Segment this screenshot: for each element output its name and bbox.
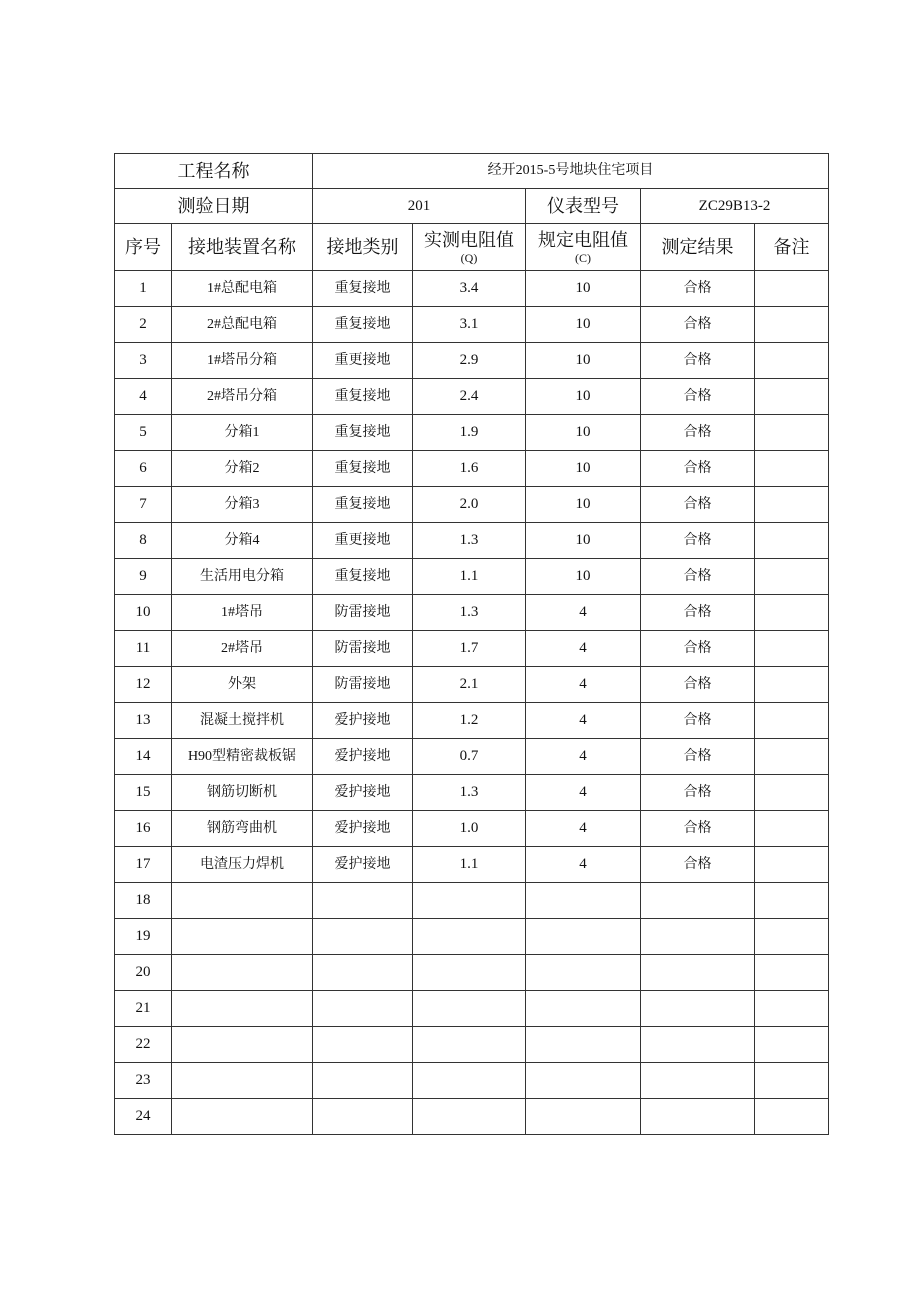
- cell-seq: 11: [115, 631, 172, 667]
- cell-result: 合格: [641, 847, 755, 883]
- cell-measured-resistance: [413, 919, 526, 955]
- cell-ground-type: 爱护接地: [313, 739, 413, 775]
- cell-remark: [755, 703, 829, 739]
- cell-remark: [755, 415, 829, 451]
- cell-device: 分箱3: [172, 487, 313, 523]
- table-row: [115, 523, 829, 559]
- cell-measured-resistance: [413, 883, 526, 919]
- project-row: [115, 154, 829, 189]
- cell-specified-resistance: 10: [526, 307, 641, 343]
- column-header-row: [115, 224, 829, 271]
- cell-ground-type: 防雷接地: [313, 595, 413, 631]
- header-specified: [526, 224, 641, 271]
- table-row: [115, 667, 829, 703]
- cell-remark: [755, 667, 829, 703]
- cell-specified-resistance: 10: [526, 415, 641, 451]
- table-row: [115, 739, 829, 775]
- cell-ground-type: 防雷接地: [313, 631, 413, 667]
- cell-specified-resistance: 10: [526, 487, 641, 523]
- cell-remark: [755, 739, 829, 775]
- header-seq: 序号: [115, 224, 172, 271]
- cell-result: [641, 1099, 755, 1135]
- grounding-resistance-table: [114, 153, 829, 1135]
- cell-result: [641, 955, 755, 991]
- cell-ground-type: [313, 1099, 413, 1135]
- table-row: [115, 775, 829, 811]
- cell-seq: 3: [115, 343, 172, 379]
- cell-seq: 2: [115, 307, 172, 343]
- header-measured: [413, 224, 526, 271]
- cell-seq: 15: [115, 775, 172, 811]
- cell-measured-resistance: [413, 1099, 526, 1135]
- cell-seq: 19: [115, 919, 172, 955]
- cell-device: [172, 883, 313, 919]
- table-row: [115, 811, 829, 847]
- cell-specified-resistance: 4: [526, 631, 641, 667]
- cell-specified-resistance: 4: [526, 775, 641, 811]
- cell-device: 生活用电分箱: [172, 559, 313, 595]
- table-row: [115, 703, 829, 739]
- cell-specified-resistance: 4: [526, 739, 641, 775]
- cell-result: 合格: [641, 775, 755, 811]
- cell-measured-resistance: 1.3: [413, 595, 526, 631]
- cell-device: 分箱2: [172, 451, 313, 487]
- cell-remark: [755, 883, 829, 919]
- cell-seq: 6: [115, 451, 172, 487]
- cell-measured-resistance: 1.3: [413, 523, 526, 559]
- cell-device: 分箱1: [172, 415, 313, 451]
- cell-ground-type: 爱护接地: [313, 775, 413, 811]
- table-row: [115, 1063, 829, 1099]
- cell-specified-resistance: 10: [526, 559, 641, 595]
- cell-ground-type: 爱护接地: [313, 811, 413, 847]
- cell-result: 合格: [641, 379, 755, 415]
- cell-ground-type: 重复接地: [313, 379, 413, 415]
- cell-specified-resistance: [526, 919, 641, 955]
- cell-measured-resistance: [413, 1063, 526, 1099]
- cell-remark: [755, 451, 829, 487]
- cell-remark: [755, 559, 829, 595]
- cell-remark: [755, 955, 829, 991]
- cell-measured-resistance: [413, 991, 526, 1027]
- cell-device: 2#总配电箱: [172, 307, 313, 343]
- table-row: [115, 1027, 829, 1063]
- test-date-label: 测验日期: [115, 189, 313, 224]
- cell-seq: 13: [115, 703, 172, 739]
- cell-seq: 24: [115, 1099, 172, 1135]
- cell-seq: 5: [115, 415, 172, 451]
- table-row: [115, 883, 829, 919]
- cell-measured-resistance: 2.0: [413, 487, 526, 523]
- cell-specified-resistance: [526, 883, 641, 919]
- cell-remark: [755, 271, 829, 307]
- cell-seq: 10: [115, 595, 172, 631]
- cell-measured-resistance: [413, 1027, 526, 1063]
- cell-result: [641, 883, 755, 919]
- cell-result: 合格: [641, 523, 755, 559]
- cell-measured-resistance: 1.1: [413, 847, 526, 883]
- cell-device: 钢筋弯曲机: [172, 811, 313, 847]
- table-row: [115, 271, 829, 307]
- cell-remark: [755, 991, 829, 1027]
- cell-specified-resistance: 4: [526, 703, 641, 739]
- cell-result: 合格: [641, 811, 755, 847]
- cell-ground-type: 爱护接地: [313, 703, 413, 739]
- cell-ground-type: 重更接地: [313, 523, 413, 559]
- cell-remark: [755, 847, 829, 883]
- cell-ground-type: 重复接地: [313, 451, 413, 487]
- table-row: [115, 595, 829, 631]
- cell-ground-type: [313, 955, 413, 991]
- cell-device: 1#总配电箱: [172, 271, 313, 307]
- cell-result: 合格: [641, 703, 755, 739]
- cell-device: 1#塔吊: [172, 595, 313, 631]
- cell-remark: [755, 1099, 829, 1135]
- cell-device: 电渣压力焊机: [172, 847, 313, 883]
- cell-specified-resistance: 4: [526, 667, 641, 703]
- cell-device: 2#塔吊: [172, 631, 313, 667]
- cell-measured-resistance: 1.9: [413, 415, 526, 451]
- cell-remark: [755, 775, 829, 811]
- cell-seq: 9: [115, 559, 172, 595]
- cell-seq: 7: [115, 487, 172, 523]
- cell-ground-type: 重复接地: [313, 415, 413, 451]
- cell-result: 合格: [641, 415, 755, 451]
- cell-ground-type: [313, 991, 413, 1027]
- table-row: [115, 451, 829, 487]
- project-name-value: 经开2015-5号地块住宅项目: [313, 154, 829, 189]
- cell-ground-type: [313, 919, 413, 955]
- cell-remark: [755, 631, 829, 667]
- cell-measured-resistance: 2.4: [413, 379, 526, 415]
- cell-device: [172, 955, 313, 991]
- cell-remark: [755, 307, 829, 343]
- cell-seq: 8: [115, 523, 172, 559]
- cell-device: 2#塔吊分箱: [172, 379, 313, 415]
- cell-specified-resistance: 4: [526, 595, 641, 631]
- cell-ground-type: 爱护接地: [313, 847, 413, 883]
- cell-ground-type: 重复接地: [313, 271, 413, 307]
- cell-device: [172, 991, 313, 1027]
- cell-measured-resistance: 2.1: [413, 667, 526, 703]
- table-row: [115, 847, 829, 883]
- cell-result: [641, 1063, 755, 1099]
- cell-result: 合格: [641, 307, 755, 343]
- cell-seq: 18: [115, 883, 172, 919]
- table-row: [115, 919, 829, 955]
- cell-remark: [755, 343, 829, 379]
- cell-ground-type: 防雷接地: [313, 667, 413, 703]
- cell-specified-resistance: [526, 1099, 641, 1135]
- cell-seq: 21: [115, 991, 172, 1027]
- instrument-model-value: ZC29B13-2: [641, 189, 829, 224]
- cell-device: [172, 919, 313, 955]
- cell-measured-resistance: 1.7: [413, 631, 526, 667]
- cell-specified-resistance: 10: [526, 379, 641, 415]
- header-device: 接地装置名称: [172, 224, 313, 271]
- cell-result: [641, 991, 755, 1027]
- cell-measured-resistance: [413, 955, 526, 991]
- cell-specified-resistance: 10: [526, 343, 641, 379]
- cell-specified-resistance: [526, 1063, 641, 1099]
- table-row: [115, 631, 829, 667]
- cell-specified-resistance: [526, 991, 641, 1027]
- cell-measured-resistance: 1.6: [413, 451, 526, 487]
- cell-measured-resistance: 1.0: [413, 811, 526, 847]
- cell-remark: [755, 595, 829, 631]
- header-remark: 备注: [755, 224, 829, 271]
- table-row: [115, 1099, 829, 1135]
- cell-result: 合格: [641, 739, 755, 775]
- table-row: [115, 415, 829, 451]
- cell-seq: 23: [115, 1063, 172, 1099]
- table-row: [115, 379, 829, 415]
- cell-device: [172, 1027, 313, 1063]
- header-measured-unit: (Q): [460, 250, 478, 265]
- cell-result: 合格: [641, 487, 755, 523]
- cell-ground-type: 重复接地: [313, 559, 413, 595]
- cell-measured-resistance: 3.1: [413, 307, 526, 343]
- cell-device: [172, 1063, 313, 1099]
- cell-ground-type: [313, 1063, 413, 1099]
- cell-seq: 12: [115, 667, 172, 703]
- cell-remark: [755, 487, 829, 523]
- cell-result: 合格: [641, 343, 755, 379]
- cell-specified-resistance: 4: [526, 847, 641, 883]
- cell-ground-type: 重复接地: [313, 487, 413, 523]
- cell-specified-resistance: 10: [526, 271, 641, 307]
- cell-specified-resistance: [526, 955, 641, 991]
- table-row: [115, 487, 829, 523]
- cell-remark: [755, 919, 829, 955]
- table-row: [115, 343, 829, 379]
- cell-measured-resistance: 1.1: [413, 559, 526, 595]
- cell-device: 混凝土搅拌机: [172, 703, 313, 739]
- cell-measured-resistance: 1.3: [413, 775, 526, 811]
- cell-seq: 1: [115, 271, 172, 307]
- test-date-value: 201: [313, 189, 526, 224]
- cell-measured-resistance: 2.9: [413, 343, 526, 379]
- cell-ground-type: 重复接地: [313, 307, 413, 343]
- cell-measured-resistance: 3.4: [413, 271, 526, 307]
- project-label: 工程名称: [115, 154, 313, 189]
- cell-result: 合格: [641, 451, 755, 487]
- cell-seq: 14: [115, 739, 172, 775]
- header-result: 测定结果: [641, 224, 755, 271]
- cell-result: 合格: [641, 271, 755, 307]
- cell-seq: 4: [115, 379, 172, 415]
- cell-device: 外架: [172, 667, 313, 703]
- cell-specified-resistance: 4: [526, 811, 641, 847]
- cell-seq: 22: [115, 1027, 172, 1063]
- cell-specified-resistance: [526, 1027, 641, 1063]
- cell-ground-type: [313, 883, 413, 919]
- cell-specified-resistance: 10: [526, 451, 641, 487]
- cell-result: [641, 1027, 755, 1063]
- cell-remark: [755, 1063, 829, 1099]
- cell-remark: [755, 379, 829, 415]
- cell-device: H90型精密裁板锯: [172, 739, 313, 775]
- cell-result: 合格: [641, 595, 755, 631]
- table-row: [115, 307, 829, 343]
- header-specified-unit: (C): [575, 250, 591, 265]
- cell-measured-resistance: 0.7: [413, 739, 526, 775]
- cell-device: 钢筋切断机: [172, 775, 313, 811]
- cell-seq: 16: [115, 811, 172, 847]
- cell-device: 1#塔吊分箱: [172, 343, 313, 379]
- cell-result: [641, 919, 755, 955]
- measure-info-row: [115, 189, 829, 224]
- cell-measured-resistance: 1.2: [413, 703, 526, 739]
- header-specified-label: 规定电阻值: [538, 229, 628, 250]
- header-type: 接地类别: [313, 224, 413, 271]
- cell-result: 合格: [641, 631, 755, 667]
- cell-ground-type: [313, 1027, 413, 1063]
- cell-device: [172, 1099, 313, 1135]
- cell-device: 分箱4: [172, 523, 313, 559]
- cell-result: 合格: [641, 667, 755, 703]
- cell-seq: 20: [115, 955, 172, 991]
- cell-ground-type: 重更接地: [313, 343, 413, 379]
- cell-specified-resistance: 10: [526, 523, 641, 559]
- cell-seq: 17: [115, 847, 172, 883]
- header-measured-label: 实测电阻值: [424, 229, 514, 250]
- cell-result: 合格: [641, 559, 755, 595]
- table-row: [115, 559, 829, 595]
- table-row: [115, 955, 829, 991]
- cell-remark: [755, 1027, 829, 1063]
- cell-remark: [755, 811, 829, 847]
- cell-remark: [755, 523, 829, 559]
- instrument-model-label: 仪表型号: [526, 189, 641, 224]
- table-row: [115, 991, 829, 1027]
